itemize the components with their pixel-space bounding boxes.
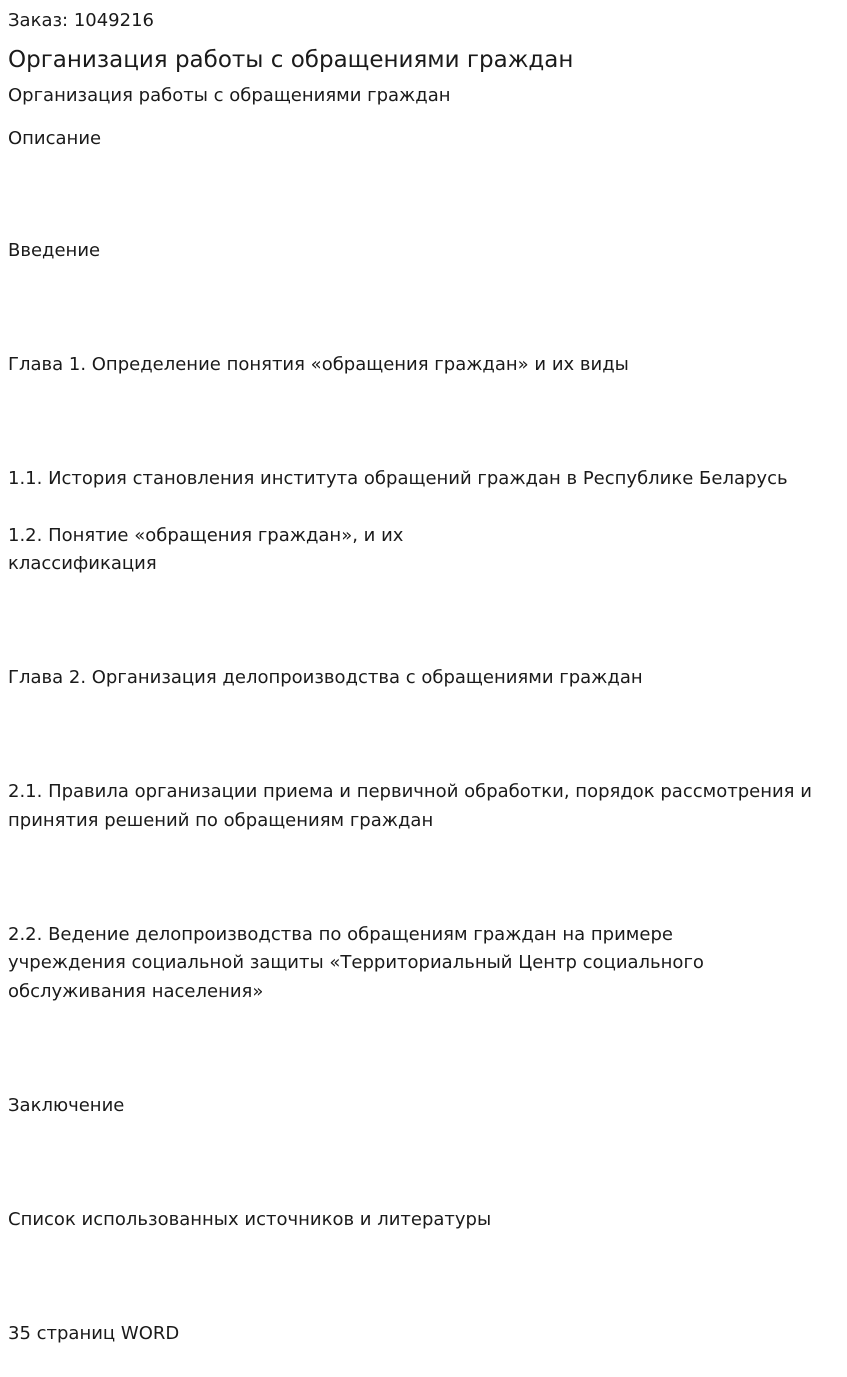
spacer	[8, 607, 839, 636]
spacer	[8, 1149, 839, 1178]
toc-section-2-2: 2.2. Ведение делопроизводства по обращениям граждан на примере учреждения социальной защиты «Территориальный Центр социального обслуживания населения»	[8, 923, 704, 1002]
spacer	[8, 1263, 839, 1292]
page-subtitle: Организация работы с обращениями граждан	[8, 85, 451, 106]
spacer	[8, 721, 839, 750]
spacer	[8, 408, 839, 437]
toc-introduction: Введение	[8, 239, 101, 261]
table-of-contents	[8, 151, 839, 1377]
order-number: Заказ: 1049216	[8, 10, 154, 31]
toc-references: Список использованных источников и литературы	[8, 1208, 492, 1230]
description-heading: Описание	[8, 128, 102, 149]
toc-section-1-2: 1.2. Понятие «обращения граждан», и их классификация	[8, 524, 404, 574]
toc-conclusion: Заключение	[8, 1094, 125, 1116]
page-title: Организация работы с обращениями граждан	[8, 47, 574, 73]
spacer	[8, 1035, 839, 1064]
spacer	[8, 180, 839, 209]
toc-chapter-2: Глава 2. Организация делопроизводства с обращениями граждан	[8, 667, 643, 688]
toc-section-1-1: 1.1. История становления института обращений граждан в Республике Беларусь	[8, 467, 788, 489]
toc-section-2-1: 2.1. Правила организации приема и первичной обработки, порядок рассмотрения и принятия решений по обращениям граждан	[8, 781, 812, 831]
toc-chapter-1: Глава 1. Определение понятия «обращения граждан» и их виды	[8, 353, 629, 375]
page-count: 35 страниц WORD	[8, 1322, 180, 1344]
spacer	[8, 294, 839, 323]
spacer	[8, 864, 839, 893]
